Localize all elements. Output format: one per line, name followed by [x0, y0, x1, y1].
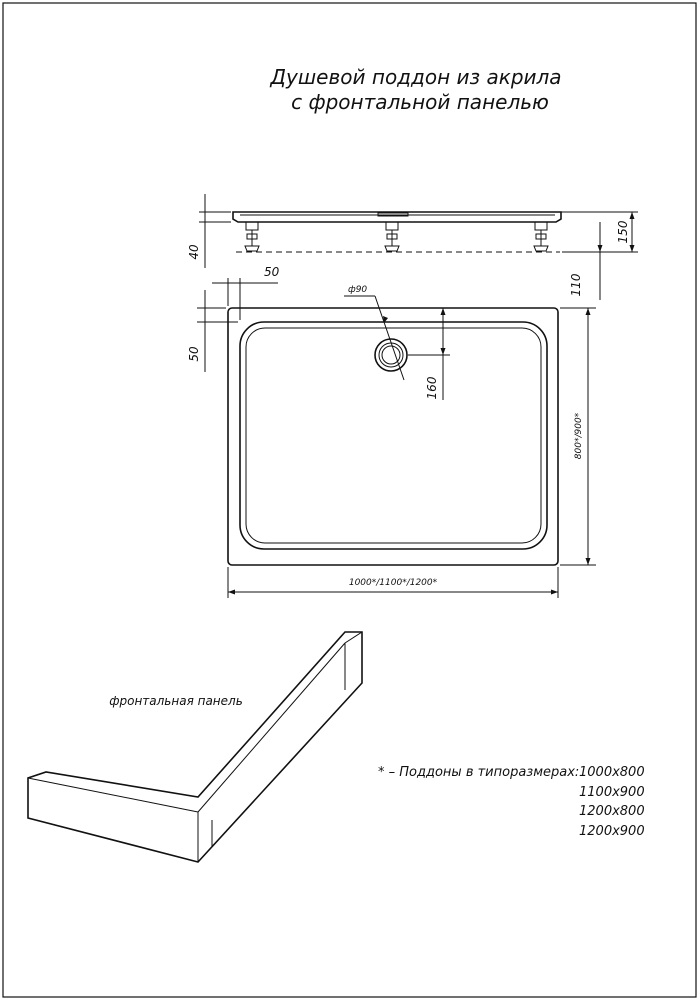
dim-left-50: 50 — [187, 346, 201, 362]
footnote-text: * – Поддоны в типоразмерах: — [378, 765, 580, 780]
leg-middle — [385, 222, 399, 251]
dim-depth: 800*/900* — [574, 412, 584, 460]
dim-40: 40 — [187, 244, 201, 260]
dim-width: 1000*/1100*/1200* — [348, 578, 438, 588]
leg-left — [245, 222, 259, 251]
dim-drain-diameter: ф90 — [348, 285, 368, 295]
sheet-frame — [3, 3, 696, 997]
leg-right — [534, 222, 548, 251]
dim-160: 160 — [425, 376, 439, 400]
footnote-size-1: 1000x800 — [579, 765, 645, 780]
top-view — [187, 265, 596, 598]
title-line-2: с фронтальной панелью — [291, 90, 549, 114]
title-line-1: Душевой поддон из акрила — [270, 65, 562, 89]
side-view — [187, 194, 638, 300]
footnote-size-2: 1100x900 — [579, 785, 645, 800]
tray-basin — [240, 322, 547, 549]
dim-top-50: 50 — [264, 265, 280, 279]
dim-110: 110 — [569, 273, 583, 297]
front-panel-drawing — [28, 632, 362, 862]
footnote-size-3: 1200x800 — [579, 804, 645, 819]
dim-150: 150 — [616, 220, 630, 244]
front-panel-label: фронтальная панель — [109, 694, 243, 708]
footnote-size-4: 1200x900 — [579, 824, 645, 839]
